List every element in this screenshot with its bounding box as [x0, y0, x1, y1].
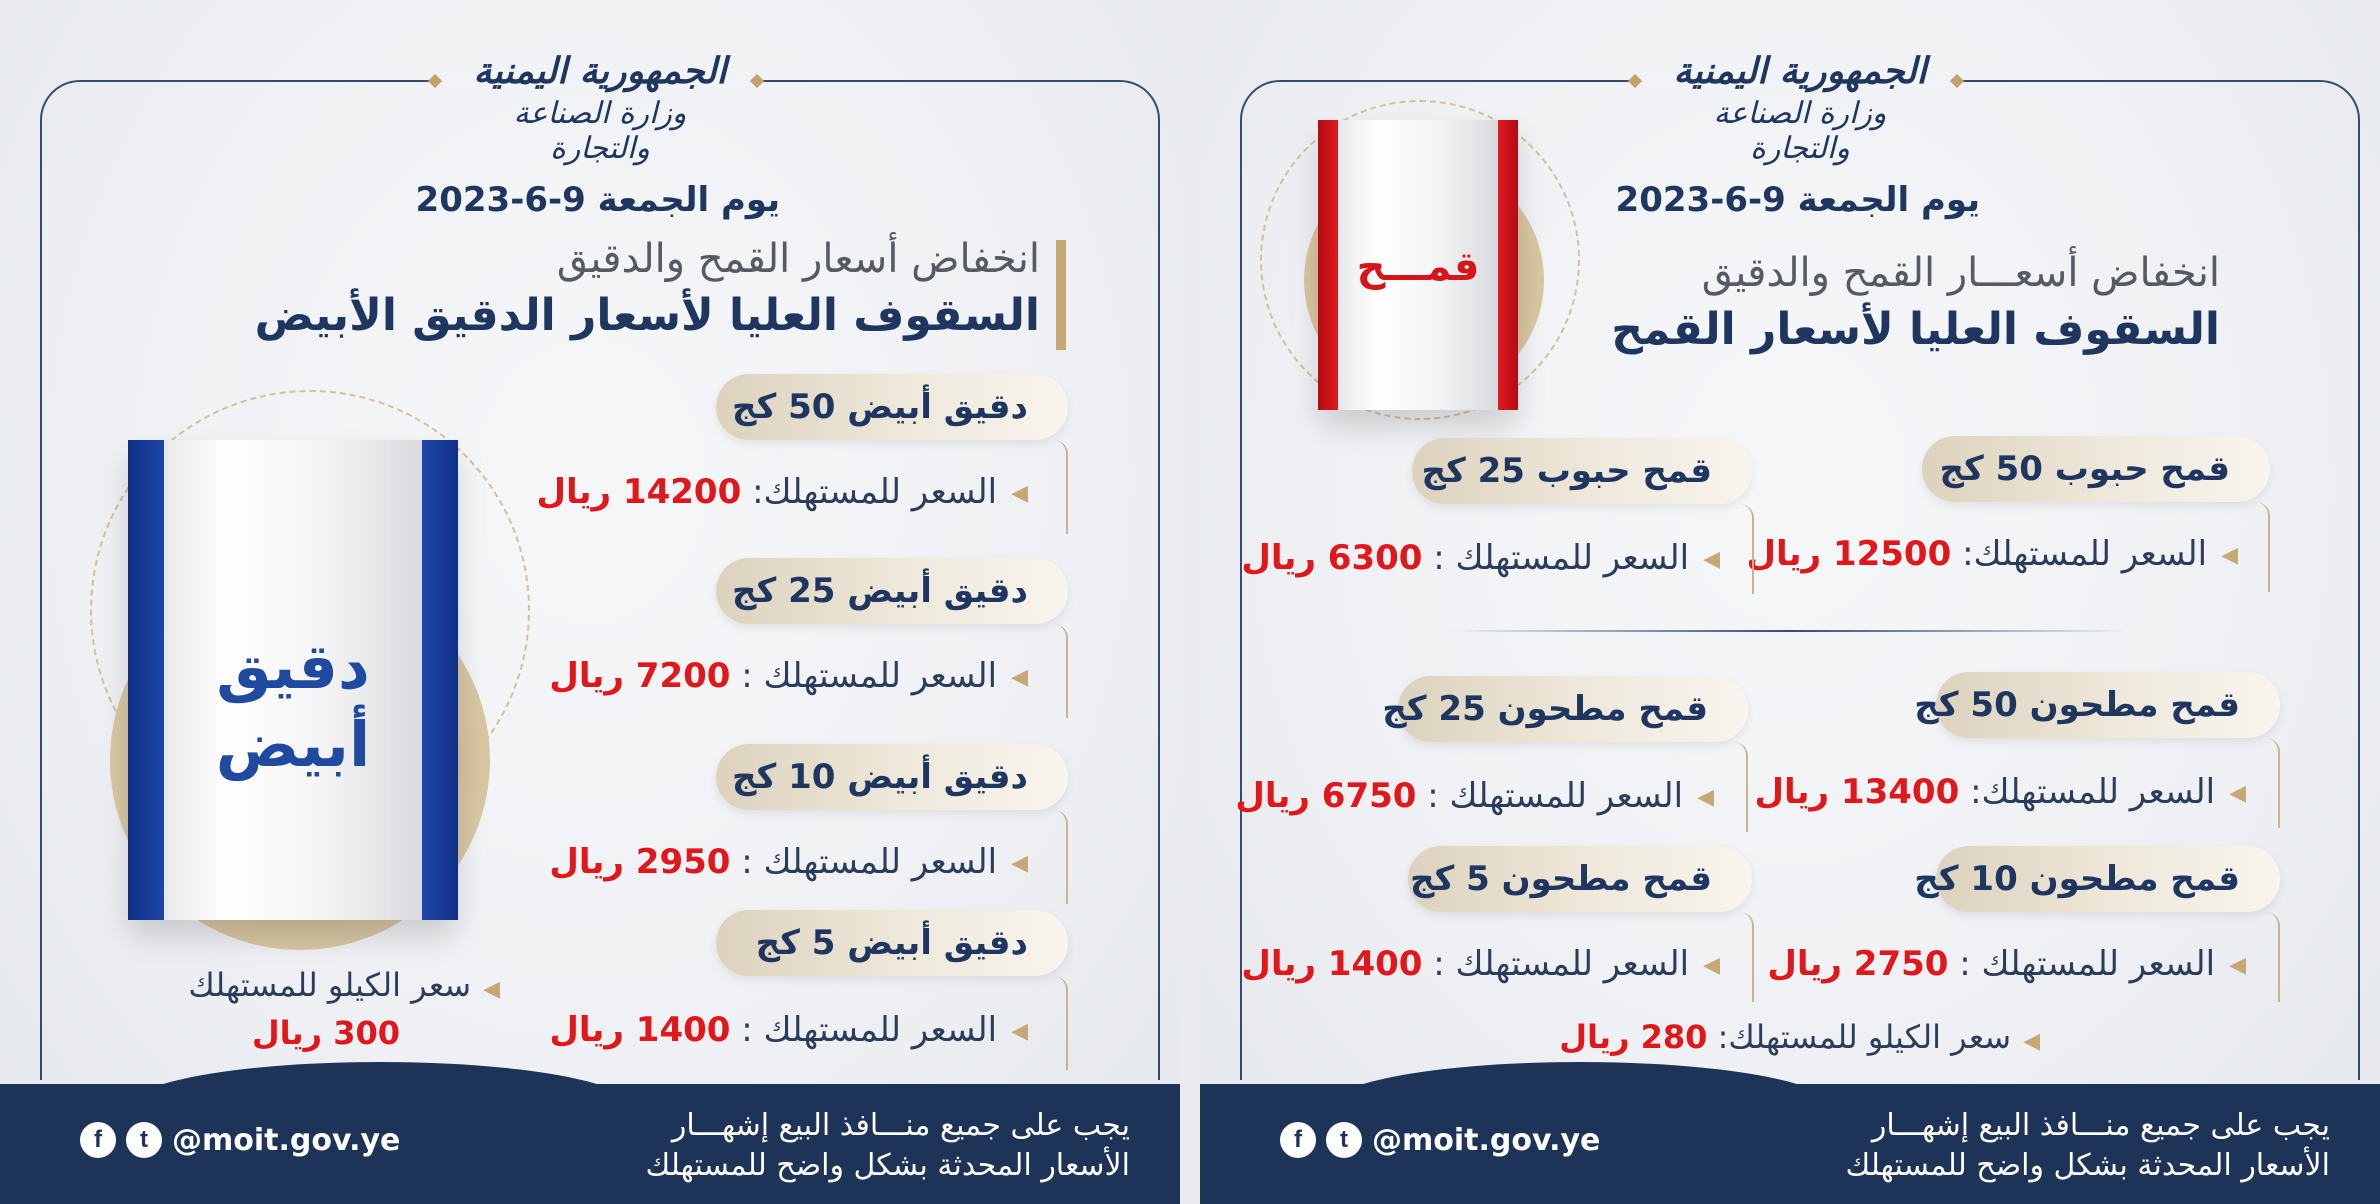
bracket-line	[2256, 502, 2270, 592]
product-price	[1755, 772, 2247, 812]
price-label: السعر للمستهلك :	[1427, 776, 1684, 816]
sack-label-line-2: أبيض	[215, 708, 371, 781]
kilo-value-text: 280 ريال	[1559, 1018, 1708, 1056]
kilo-price-value	[252, 1014, 400, 1052]
product-price	[1235, 776, 1714, 816]
arrow-icon: ◀	[2229, 953, 2246, 978]
facebook-icon[interactable]: f	[80, 1122, 116, 1158]
sack-label: قمـــح	[1356, 244, 1480, 290]
footer-line-1: يجب على جميع منـــافذ البيع إشهـــار	[1871, 1108, 2330, 1143]
sack-label-line-1: دقيق	[216, 630, 370, 703]
price-value: 7200 ريال	[549, 656, 731, 696]
arrow-icon: ◀	[483, 977, 500, 1002]
logo-line-1: الجمهورية اليمنية	[1673, 50, 1927, 92]
arrow-icon: ◀	[1703, 953, 1720, 978]
arrow-icon: ◀	[2229, 781, 2246, 806]
section-divider	[1450, 630, 2130, 632]
wheat-sack-illustration	[1318, 120, 1518, 410]
poster-footer	[1200, 1084, 2380, 1204]
arrow-icon: ◀	[2023, 1029, 2040, 1054]
ministry-logo	[1660, 50, 1940, 166]
poster-footer	[0, 1084, 1180, 1204]
price-value: 1400 ريال	[549, 1010, 731, 1050]
facebook-icon[interactable]: f	[1280, 1122, 1316, 1158]
twitter-icon[interactable]: t	[1326, 1122, 1362, 1158]
price-label: السعر للمستهلك :	[1433, 944, 1690, 984]
kilo-price	[1559, 1018, 2040, 1056]
footer-notice	[645, 1106, 1130, 1186]
price-label: السعر للمستهلك:	[1962, 534, 2208, 574]
price-label: السعر للمستهلك:	[752, 472, 998, 512]
price-label: السعر للمستهلك :	[741, 1010, 998, 1050]
footer-notice	[1845, 1106, 2330, 1186]
product-price	[549, 842, 1028, 882]
product-name-pill: قمح حبوب 50 كج	[1922, 436, 2270, 502]
kilo-label-text: سعر الكيلو للمستهلك:	[1717, 1018, 2012, 1056]
kilo-value-text: 300 ريال	[251, 1014, 400, 1052]
price-value: 1400 ريال	[1241, 944, 1423, 984]
price-label: السعر للمستهلك:	[1970, 772, 2216, 812]
product-price	[537, 472, 1029, 512]
product-price	[1747, 534, 2239, 574]
bracket-line	[2266, 738, 2280, 828]
price-value: 6750 ريال	[1235, 776, 1417, 816]
product-price	[549, 1010, 1028, 1050]
price-value: 12500 ريال	[1746, 534, 1952, 574]
poster-subtitle: انخفاض أسعـــار القمح والدقيق	[1701, 250, 2220, 296]
title-accent-bar	[1056, 240, 1066, 350]
product-name-pill: دقيق أبيض 25 كج	[716, 558, 1068, 624]
bracket-line	[1740, 504, 1754, 594]
kilo-price-label	[188, 966, 500, 1004]
product-price	[549, 656, 1028, 696]
arrow-icon: ◀	[1011, 851, 1028, 876]
social-handle[interactable]: @moit.gov.ye	[1372, 1122, 1601, 1158]
price-value: 2750 ريال	[1767, 944, 1949, 984]
price-value: 6300 ريال	[1241, 538, 1423, 578]
bracket-line	[1054, 810, 1068, 904]
logo-line-1: الجمهورية اليمنية	[473, 50, 727, 92]
arrow-icon: ◀	[1011, 481, 1028, 506]
price-label: السعر للمستهلك :	[741, 656, 998, 696]
poster-title: السقوف العليا لأسعار القمح	[1611, 304, 2220, 355]
social-handle[interactable]: @moit.gov.ye	[172, 1122, 401, 1158]
product-price	[1241, 538, 1720, 578]
price-value: 14200 ريال	[536, 472, 742, 512]
product-name-pill: قمح مطحون 25 كج	[1398, 676, 1748, 742]
footer-line-2: الأسعار المحدثة بشكل واضح للمستهلك	[645, 1148, 1130, 1183]
arrow-icon: ◀	[1697, 785, 1714, 810]
product-price	[1767, 944, 2246, 984]
product-name-pill: قمح مطحون 5 كج	[1408, 846, 1752, 912]
bracket-line	[1054, 624, 1068, 718]
bracket-line	[1054, 440, 1068, 534]
ministry-logo	[460, 50, 740, 166]
footer-line-1: يجب على جميع منـــافذ البيع إشهـــار	[671, 1108, 1130, 1143]
product-name-pill: قمح مطحون 50 كج	[1936, 672, 2280, 738]
product-name-pill: دقيق أبيض 10 كج	[716, 744, 1068, 810]
poster-date: يوم الجمعة 9-6-2023	[1615, 180, 1980, 220]
twitter-icon[interactable]: t	[126, 1122, 162, 1158]
bracket-line	[1734, 742, 1748, 832]
product-name-pill: قمح مطحون 10 كج	[1936, 846, 2280, 912]
price-value: 2950 ريال	[549, 842, 731, 882]
footer-line-2: الأسعار المحدثة بشكل واضح للمستهلك	[1845, 1148, 2330, 1183]
product-name-pill: دقيق أبيض 50 كج	[716, 374, 1068, 440]
arrow-icon: ◀	[2221, 543, 2238, 568]
social-links	[1280, 1122, 1600, 1158]
price-label: السعر للمستهلك :	[1433, 538, 1690, 578]
product-name-pill: قمح حبوب 25 كج	[1412, 438, 1752, 504]
poster-title: السقوف العليا لأسعار الدقيق الأبيض	[254, 290, 1040, 341]
product-name-pill: دقيق أبيض 5 كج	[716, 910, 1068, 976]
kilo-label-text: سعر الكيلو للمستهلك	[188, 966, 472, 1004]
price-value: 13400 ريال	[1754, 772, 1960, 812]
wheat-poster	[1200, 0, 2380, 1204]
flour-poster	[0, 0, 1180, 1204]
price-label: السعر للمستهلك :	[1959, 944, 2216, 984]
arrow-icon: ◀	[1011, 1019, 1028, 1044]
logo-line-2: وزارة الصناعة والتجارة	[1713, 96, 1887, 166]
poster-date: يوم الجمعة 9-6-2023	[415, 180, 780, 220]
bracket-line	[1740, 912, 1754, 1002]
arrow-icon: ◀	[1011, 665, 1028, 690]
poster-subtitle: انخفاض أسعار القمح والدقيق	[556, 236, 1040, 282]
bracket-line	[2266, 912, 2280, 1002]
social-links	[80, 1122, 400, 1158]
flour-sack-illustration	[128, 440, 458, 920]
arrow-icon: ◀	[1703, 547, 1720, 572]
bracket-line	[1054, 976, 1068, 1070]
price-label: السعر للمستهلك :	[741, 842, 998, 882]
product-price	[1241, 944, 1720, 984]
logo-line-2: وزارة الصناعة والتجارة	[513, 96, 687, 166]
